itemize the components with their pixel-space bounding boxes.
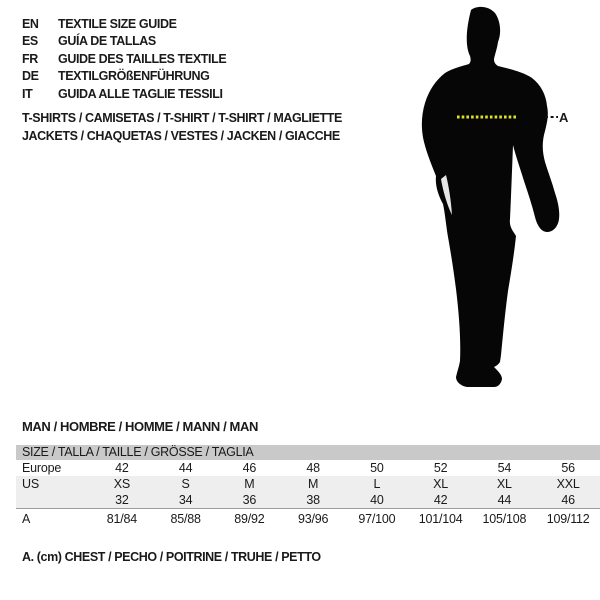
category-lines xyxy=(22,109,342,145)
cell: 52 xyxy=(433,461,448,475)
cell: 32 xyxy=(115,493,129,507)
section-title-man: MAN / HOMBRE / HOMME / MANN / MAN xyxy=(22,419,258,434)
cell: XXL xyxy=(556,477,580,491)
cell: M xyxy=(244,477,255,491)
language-code: EN xyxy=(22,16,39,31)
man-silhouette-figure xyxy=(395,5,565,400)
size-table xyxy=(16,445,600,529)
man-silhouette-svg xyxy=(395,5,565,400)
language-label: GUIDA ALLE TAGLIE TESSILI xyxy=(58,86,223,101)
cell: 109/112 xyxy=(546,512,590,526)
cell: 50 xyxy=(370,461,384,475)
row-label: A xyxy=(22,512,31,526)
cell: 85/88 xyxy=(170,512,201,526)
language-row-fr xyxy=(22,50,226,68)
cell: 40 xyxy=(370,493,384,507)
language-row-en xyxy=(22,15,226,33)
table-row-europe xyxy=(16,460,600,476)
table-row-chest-a xyxy=(16,509,600,529)
cell: 54 xyxy=(497,461,512,475)
category-tshirts: T-SHIRTS / CAMISETAS / T-SHIRT / T-SHIRT / MAGLIETTE xyxy=(22,111,342,125)
row-label: US xyxy=(22,477,39,491)
language-label: TEXTILE SIZE GUIDE xyxy=(58,16,177,31)
cell: S xyxy=(181,477,190,491)
language-label: GUÍA DE TALLAS xyxy=(58,34,156,49)
measure-label-a: A xyxy=(559,110,569,125)
language-list xyxy=(22,15,226,103)
cell: XS xyxy=(113,477,131,491)
language-code: FR xyxy=(22,51,38,66)
cell: 34 xyxy=(178,493,193,507)
cell: XL xyxy=(433,477,449,491)
cell: 42 xyxy=(433,493,448,507)
row-label: Europe xyxy=(22,461,62,475)
language-label: TEXTILGRÖßENFÜHRUNG xyxy=(58,69,210,84)
cell: 93/96 xyxy=(297,512,329,526)
cell: 38 xyxy=(306,493,320,507)
cell: 89/92 xyxy=(234,512,265,526)
table-row-numeric xyxy=(16,492,600,509)
language-row-de xyxy=(22,68,226,86)
language-label: GUIDE DES TAILLES TEXTILE xyxy=(58,51,227,66)
cell: 36 xyxy=(242,493,257,507)
cell: 44 xyxy=(497,493,512,507)
cell: 97/100 xyxy=(358,512,396,526)
table-row-us xyxy=(16,476,600,492)
cell: XL xyxy=(496,477,512,491)
cell: L xyxy=(373,477,381,491)
cell: 46 xyxy=(242,461,257,475)
language-row-it xyxy=(22,85,226,103)
cell: 44 xyxy=(178,461,193,475)
size-table-header: SIZE / TALLA / TAILLE / GRÖSSE / TAGLIA xyxy=(16,445,600,460)
cell: 48 xyxy=(306,461,320,475)
cell: M xyxy=(308,477,319,491)
category-jackets: JACKETS / CHAQUETAS / VESTES / JACKEN / GIACCHE xyxy=(22,129,340,143)
cell: 101/104 xyxy=(418,512,463,526)
footnote-chest-measure: A. (cm) CHEST / PECHO / POITRINE / TRUHE / PETTO xyxy=(22,550,321,564)
cell: 42 xyxy=(115,461,129,475)
language-row-es xyxy=(22,33,226,51)
cell: 56 xyxy=(561,461,575,475)
language-code: ES xyxy=(22,34,38,49)
language-code: IT xyxy=(22,86,33,101)
man-silhouette-shape xyxy=(422,7,559,387)
cell: 105/108 xyxy=(482,512,527,526)
language-code: DE xyxy=(22,69,39,84)
cell: 46 xyxy=(561,493,575,507)
cell: 81/84 xyxy=(106,512,138,526)
